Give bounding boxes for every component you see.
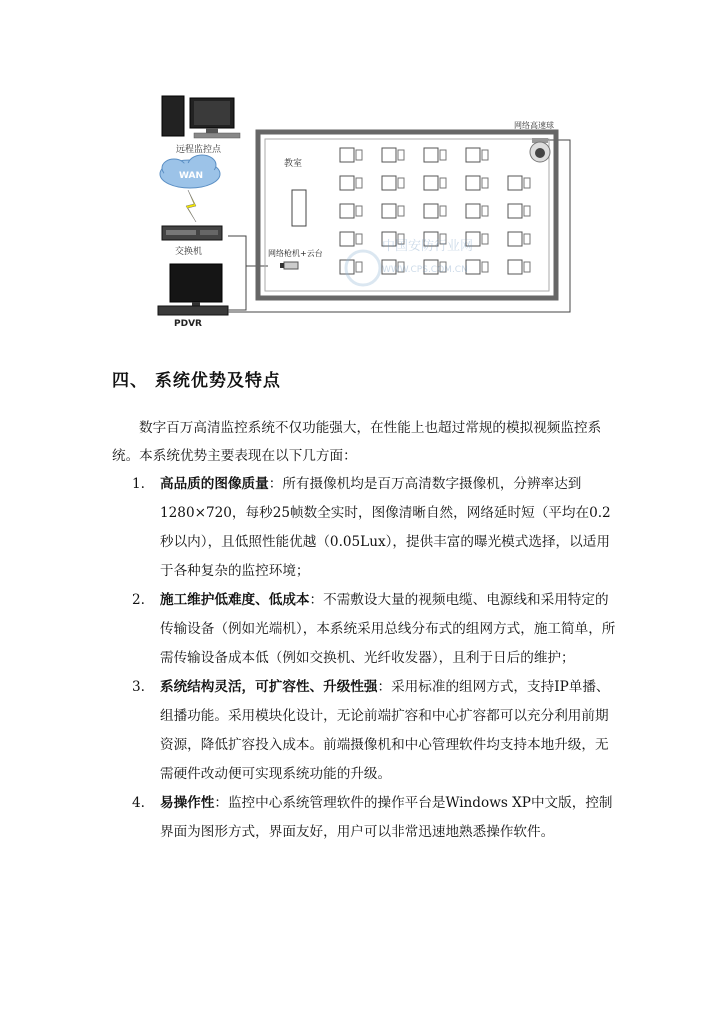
- dome-label: 网络高速球: [514, 121, 554, 130]
- classroom-label: 教室: [284, 159, 303, 169]
- desk: [508, 260, 522, 274]
- advantage-list: [112, 470, 617, 847]
- chair: [356, 150, 362, 160]
- lightning-icon: [186, 190, 196, 222]
- network-diagram-svg: [150, 90, 580, 340]
- item-text: 不需敷设大量的视频电缆、电源线和采用特定的传输设备（例如光端机），本系统采用总线分布式的组网方式，施工简单，所需传输设备成本低（例如交换机、光纤收发器），且利于日后的维护；: [160, 592, 616, 666]
- desk: [382, 148, 396, 162]
- pdvr-link-line: [228, 266, 268, 310]
- list-item: [112, 586, 617, 673]
- dome-link-line: [228, 140, 570, 312]
- item-colon: ：: [309, 592, 324, 608]
- dome-camera-icon: [530, 138, 550, 162]
- chair: [356, 178, 362, 188]
- item-title: 系统结构灵活，可扩容性、升级性强: [160, 679, 378, 695]
- chair: [356, 262, 362, 272]
- desk: [424, 176, 438, 190]
- wan-label: WAN: [179, 171, 204, 181]
- watermark-text-1: 中国安防行业网: [382, 239, 474, 254]
- chair: [440, 206, 446, 216]
- chair: [482, 206, 488, 216]
- desk: [508, 232, 522, 246]
- section-heading: 四、 系统优势及特点: [112, 371, 281, 391]
- chair: [356, 206, 362, 216]
- desk: [508, 204, 522, 218]
- network-diagram: [150, 90, 580, 340]
- gun-label: 网络枪机+云台: [268, 249, 323, 258]
- item-number: 4.: [132, 795, 145, 811]
- chair: [398, 150, 404, 160]
- desk: [424, 204, 438, 218]
- desk: [466, 260, 480, 274]
- desk: [382, 176, 396, 190]
- pdvr-label: PDVR: [174, 319, 202, 329]
- item-title: 易操作性: [160, 795, 215, 811]
- chair: [356, 234, 362, 244]
- blackboard: [292, 190, 306, 226]
- desk: [382, 204, 396, 218]
- desk: [508, 176, 522, 190]
- chair: [482, 178, 488, 188]
- item-text: 所有摄像机均是百万高清数字摄像机，分辨率达到1280×720，每秒25帧数全实时，图像清晰自然，网络延时短（平均在0.2秒以内），且低照性能优越（0.05Lux），提供丰富的曝光模式选择，以适用于各种复杂的监控环境；: [160, 476, 611, 579]
- desk: [340, 176, 354, 190]
- item-text: 监控中心系统管理软件的操作平台是Windows XP中文版，控制界面为图形方式，界面友好，用户可以非常迅速地熟悉操作软件。: [160, 795, 613, 840]
- switch-label: 交换机: [175, 247, 203, 257]
- remote-pc-icon: [162, 96, 240, 138]
- item-title: 施工维护低难度、低成本: [160, 592, 310, 608]
- watermark-text-2: WWW.CPS.COM.CN: [382, 265, 468, 275]
- list-item: [112, 673, 617, 789]
- item-number: 2.: [132, 592, 145, 608]
- desk: [340, 204, 354, 218]
- desk: [466, 204, 480, 218]
- item-number: 3.: [132, 679, 145, 695]
- bullet-camera-icon: [280, 262, 298, 269]
- item-number: 1.: [132, 476, 145, 492]
- item-title: 高品质的图像质量: [160, 476, 269, 492]
- item-colon: ：: [214, 795, 228, 811]
- chair: [440, 178, 446, 188]
- item-text: 采用标准的组网方式，支持IP单播、组播功能。采用模块化设计，无论前端扩容和中心扩容都可以充分利用前期资源，降低扩容投入成本。前端摄像机和中心管理软件均支持本地升级，无需硬件改动便可实现系统功能的升级。: [160, 679, 610, 782]
- item-colon: ：: [268, 476, 283, 492]
- list-item: [112, 789, 617, 847]
- chair: [524, 262, 530, 272]
- chair: [524, 206, 530, 216]
- chair: [398, 178, 404, 188]
- list-item: [112, 470, 617, 586]
- remote-label: 远程监控点: [176, 145, 222, 155]
- pdvr-monitor-icon: [158, 264, 228, 315]
- watermark: [346, 238, 473, 285]
- intro-paragraph: 数字百万高清监控系统不仅功能强大，在性能上也超过常规的模拟视频监控系统。本系统优势主要表现在以下几方面：: [112, 420, 602, 464]
- chair: [440, 150, 446, 160]
- desk-grid: [340, 148, 530, 274]
- chair: [398, 206, 404, 216]
- chair: [524, 234, 530, 244]
- chair: [482, 150, 488, 160]
- desk: [466, 176, 480, 190]
- desk: [466, 148, 480, 162]
- switch-icon: [162, 226, 222, 240]
- chair: [482, 262, 488, 272]
- switch-link-line: [228, 236, 246, 266]
- item-colon: ：: [377, 679, 392, 695]
- desk: [340, 148, 354, 162]
- desk: [424, 148, 438, 162]
- desk: [340, 232, 354, 246]
- chair: [524, 178, 530, 188]
- chair: [482, 234, 488, 244]
